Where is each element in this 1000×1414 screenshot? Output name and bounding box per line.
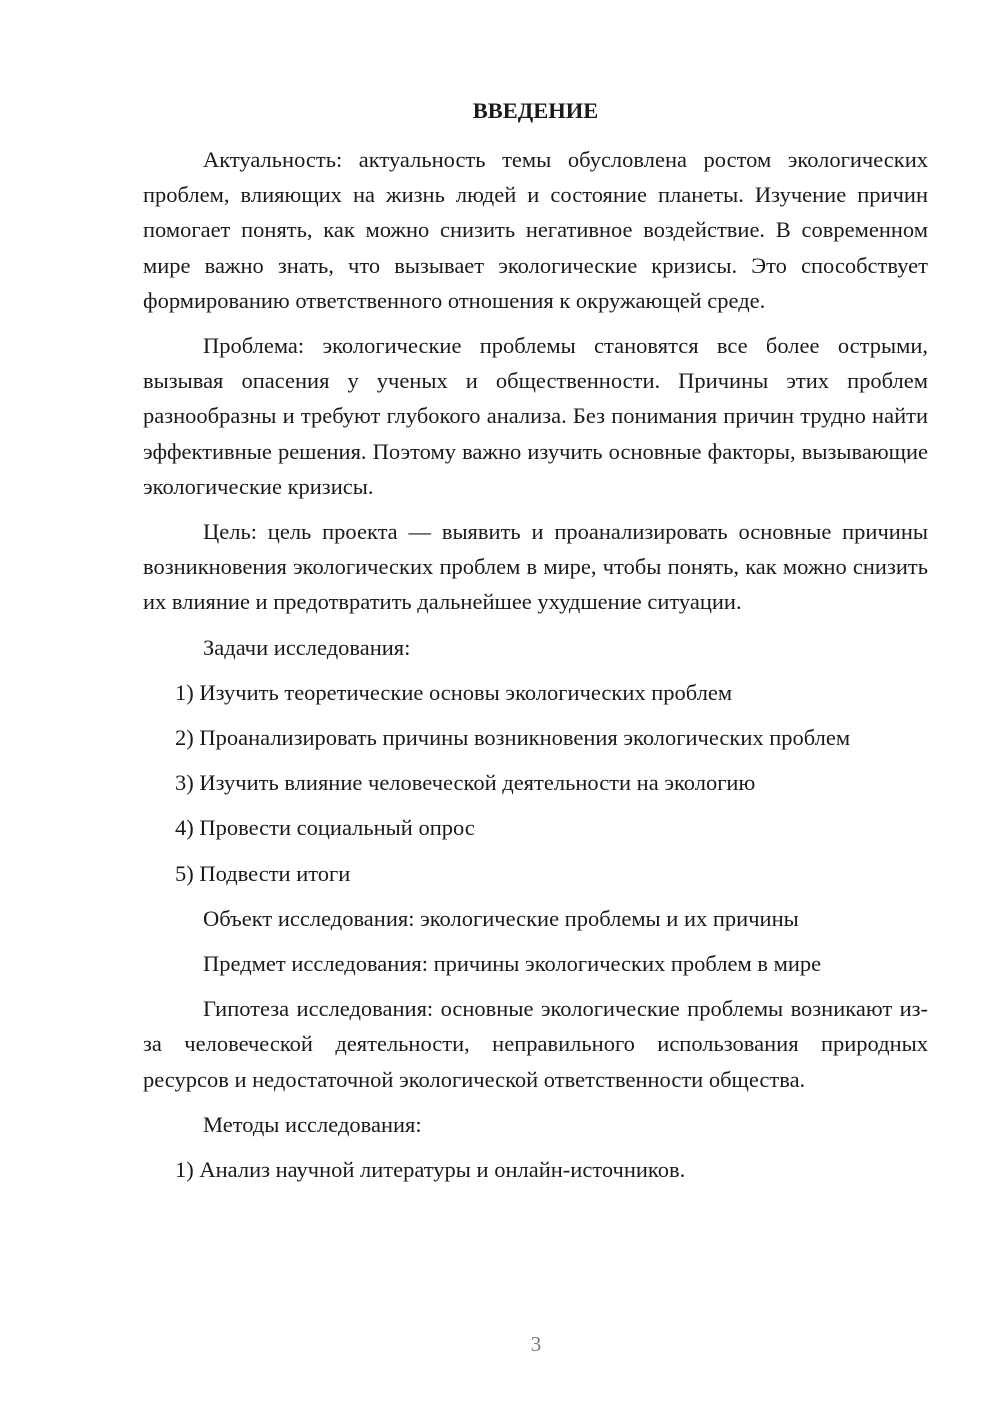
hypothesis-paragraph: Гипотеза исследования: основные экологические проблемы возникают из-за человеческой деятельности, неправильного использования природных ресурсов и недостаточной экологической ответственности общества. <box>143 996 928 1092</box>
subject-line: Предмет исследования: причины экологических проблем в мире <box>203 951 822 977</box>
problem-paragraph: Проблема: экологические проблемы становятся все более острыми, вызывая опасения у ученых и общественности. Причины этих проблем разнообразны и требуют глубокого анализа. Без понимания причин трудно найти эффективные решения. Поэтому важно изучить основные факторы, вызывающие экологические кризисы. <box>143 333 928 499</box>
methods-heading: Методы исследования: <box>203 1111 422 1137</box>
object-line: Объект исследования: экологические проблемы и их причины <box>203 905 799 931</box>
task-item-1: 1) Изучить теоретические основы экологических проблем <box>175 679 733 705</box>
task-item-4: 4) Провести социальный опрос <box>175 815 475 841</box>
task-item-5: 5) Подвести итоги <box>175 860 351 886</box>
goal-paragraph: Цель: цель проекта — выявить и проанализировать основные причины возникновения экологических проблем в мире, чтобы понять, как можно снизить их влияние и предотвратить дальнейшее ухудшение ситуации. <box>143 519 928 615</box>
task-item-3: 3) Изучить влияние человеческой деятельности на экологию <box>175 770 756 796</box>
tasks-heading: Задачи исследования: <box>203 634 411 660</box>
page-number: 3 <box>530 1332 542 1356</box>
method-item-1: 1) Анализ научной литературы и онлайн-источников. <box>175 1157 686 1183</box>
task-item-2: 2) Проанализировать причины возникновения экологических проблем <box>175 725 851 751</box>
relevance-paragraph: Актуальность: актуальность темы обусловлена ростом экологических проблем, влияющих на жизнь людей и состояние планеты. Изучение причин помогает понять, как можно снизить негативное воздействие. В современном мире важно знать, что вызывает экологические кризисы. Это способствует формированию ответственного отношения к окружающей среде. <box>143 147 928 313</box>
page-title: ВВЕДЕНИЕ <box>472 98 599 123</box>
document-page <box>143 95 928 1197</box>
